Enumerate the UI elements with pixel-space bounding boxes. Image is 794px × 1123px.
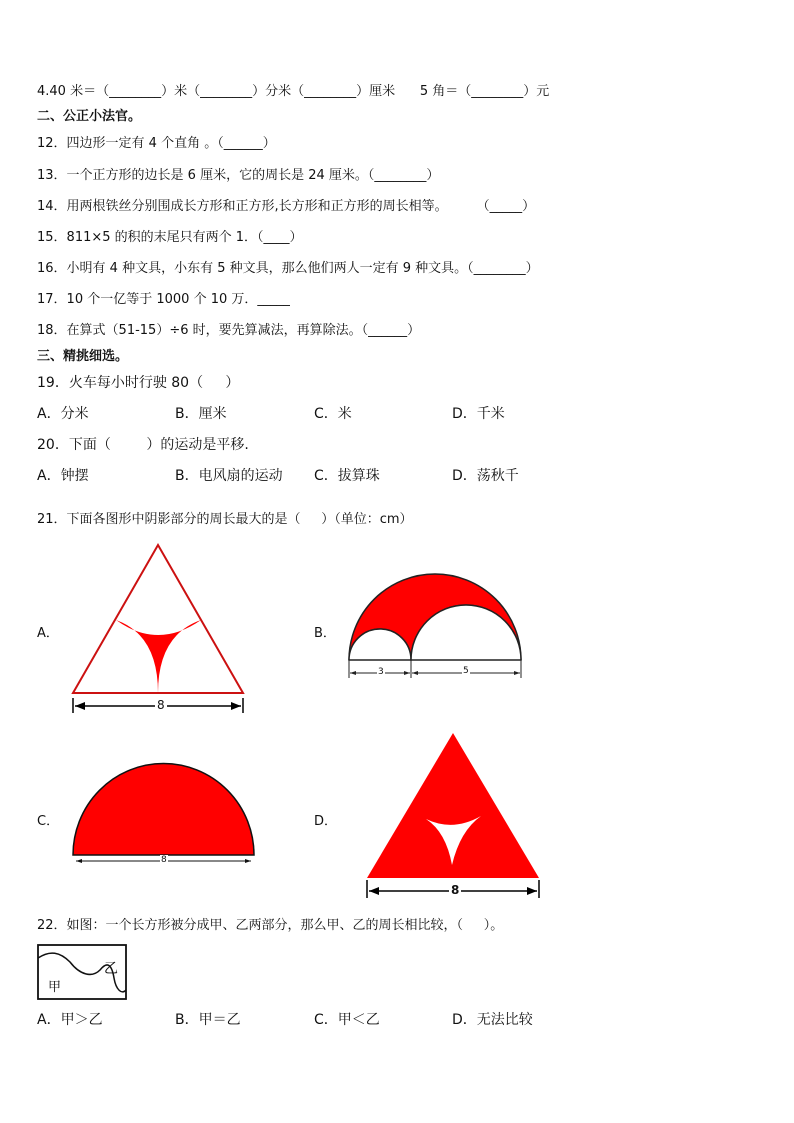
figure-d-label: D． xyxy=(314,814,338,829)
question-18: 18．在算式（51-15）÷6 时，要先算减法，再算除法。（______） xyxy=(37,323,421,338)
figure-c-label: C． xyxy=(37,814,60,829)
question-13: 13．一个正方形的边长是 6 厘米，它的周长是 24 厘米。（________） xyxy=(37,168,440,183)
question-15: 15．811×5 的积的末尾只有两个 1．（____） xyxy=(37,230,303,245)
q19-option-d: D．千米 xyxy=(452,406,505,422)
q20-option-c: C．拔算珠 xyxy=(314,468,380,484)
q22-option-a: A．甲＞乙 xyxy=(37,1012,103,1028)
section-3-heading: 三、精挑细选。 xyxy=(37,349,129,364)
question-20: 20．下面（ ）的运动是平移. xyxy=(37,437,249,453)
figure-c-dimension: 8 xyxy=(161,855,167,865)
q22-option-d: D．无法比较 xyxy=(452,1012,533,1028)
question-19: 19．火车每小时行驶 80（ ） xyxy=(37,375,240,391)
q22-label-jia: 甲 xyxy=(48,980,62,995)
q19-option-c: C．米 xyxy=(314,406,352,422)
figure-b-dimension-5: 5 xyxy=(463,666,469,676)
question-12: 12．四边形一定有 4 个直角 。（______） xyxy=(37,136,276,151)
figure-a-label: A． xyxy=(37,626,59,641)
q22-label-yi: 乙 xyxy=(104,961,118,977)
question-22: 22．如图：一个长方形被分成甲、乙两部分，那么甲、乙的周长相比较，（ ）。 xyxy=(37,918,504,933)
q22-option-c: C．甲＜乙 xyxy=(314,1012,380,1028)
figure-b-label: B． xyxy=(314,626,336,641)
section-2-heading: 二、公正小法官。 xyxy=(37,109,142,124)
question-21: 21．下面各图形中阴影部分的周长最大的是（ ）（单位：cm） xyxy=(37,512,413,527)
question-17: 17．10 个一亿等于 1000 个 10 万．_____ xyxy=(37,292,290,307)
question-14: 14．用两根铁丝分别围成长方形和正方形,长方形和正方形的周长相等。 （_____） xyxy=(37,199,536,214)
q19-option-b: B．厘米 xyxy=(175,406,227,422)
question-16: 16．小明有 4 种文具，小东有 5 种文具，那么他们两人一定有 9 种文具。（________） xyxy=(37,261,539,276)
q20-option-d: D．荡秋千 xyxy=(452,468,519,484)
q11-line: 4.40 米＝（________）米（________）分米（________）厘米 5 角＝（________）元 xyxy=(37,84,550,99)
q22-option-b: B．甲＝乙 xyxy=(175,1012,241,1028)
q20-option-b: B．电风扇的运动 xyxy=(175,468,283,484)
q19-option-a: A．分米 xyxy=(37,406,89,422)
figure-d-dimension: 8 xyxy=(451,883,460,897)
q20-option-a: A．钟摆 xyxy=(37,468,89,484)
figure-a-dimension: 8 xyxy=(157,698,165,712)
figure-b-dimension-3: 3 xyxy=(378,667,384,677)
